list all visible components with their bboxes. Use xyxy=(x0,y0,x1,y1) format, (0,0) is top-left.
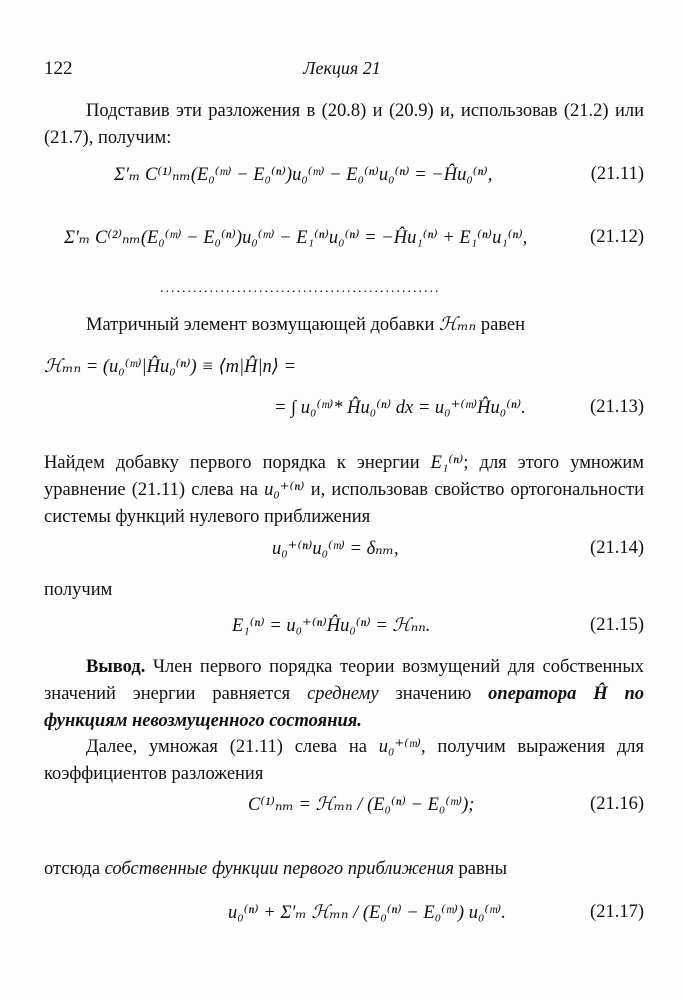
equation-21-17 xyxy=(44,902,644,942)
conclusion-text-b: значению xyxy=(395,684,472,704)
equation-21-15 xyxy=(44,615,644,655)
equation-21-11-number: (21.11) xyxy=(590,164,644,184)
equation-21-15-number: (21.15) xyxy=(590,615,644,635)
paragraph-matrix-element-tail: равен xyxy=(480,315,526,335)
paragraph-coefficients-text-b: , получим выражения для коэффициентов разложения xyxy=(44,737,645,784)
equation-21-17-number: (21.17) xyxy=(590,902,644,922)
equation-21-14 xyxy=(44,538,644,578)
equation-21-16-expression: C⁽¹⁾ₙₘ = ℋₘₙ / (E₀⁽ⁿ⁾ − E₀⁽ᵐ⁾); xyxy=(248,795,475,815)
paragraph-first-order-text-c: и, использовав свойство ортогональности системы функций нулевого приближения xyxy=(44,480,644,527)
conclusion-text-a: Член первого порядка теории возмущений для собственных значений энергии равняется xyxy=(44,657,645,704)
equation-21-16-number: (21.16) xyxy=(590,794,644,814)
paragraph-eigenfunctions-text-a: отсюда xyxy=(44,859,101,879)
conclusion-emphasis-operator: оператора Ĥ по функциям невозмущенного состояния. xyxy=(44,684,644,731)
equation-21-11 xyxy=(44,164,644,204)
equation-21-12-expression: Σ′ₘ C⁽²⁾ₙₘ(E₀⁽ᵐ⁾ − E₀⁽ⁿ⁾)u₀⁽ᵐ⁾ − E₁⁽ⁿ⁾u₀⁽ⁿ⁾ = −Ĥu₁⁽ⁿ⁾ + E₁⁽ⁿ⁾u₁⁽ⁿ⁾, xyxy=(64,228,528,248)
dotted-separator: ................................................... xyxy=(160,281,441,296)
paragraph-intro: Подставив эти разложения в (20.8) и (20.9) и, использовав (21.2) или (21.7), получим: xyxy=(44,101,644,148)
paragraph-eigenfunctions-emphasis: собственные функции первого приближения xyxy=(104,859,454,879)
equation-21-13-line2 xyxy=(44,397,644,437)
conjugate-function-symbol: u₀⁺⁽ⁿ⁾ xyxy=(264,480,305,500)
paragraph-we-get: получим xyxy=(44,580,113,600)
page-header xyxy=(44,58,640,84)
equation-21-11-expression: Σ′ₘ C⁽¹⁾ₙₘ(E₀⁽ᵐ⁾ − E₀⁽ⁿ⁾)u₀⁽ᵐ⁾ − E₀⁽ⁿ⁾u₀⁽ⁿ⁾ = −Ĥu₀⁽ⁿ⁾, xyxy=(114,165,493,185)
paragraph-eigenfunctions xyxy=(44,856,644,883)
paragraph-matrix-element-text: Матричный элемент возмущающей добавки xyxy=(86,315,435,335)
paragraph-eigenfunctions-text-b: равны xyxy=(458,859,508,879)
paragraph-first-order-text-b: ; для этого умножим уравнение (21.11) слева на xyxy=(44,453,644,500)
equation-21-12 xyxy=(44,227,644,267)
page-number: 122 xyxy=(44,58,73,79)
conjugate-function-m-symbol: u₀⁺⁽ᵐ⁾ xyxy=(378,737,421,757)
equation-21-16 xyxy=(44,794,644,834)
equation-21-13-second-line: = ∫ u₀⁽ᵐ⁾* Ĥu₀⁽ⁿ⁾ dx = u₀⁺⁽ᵐ⁾Ĥu₀⁽ⁿ⁾. xyxy=(274,398,526,418)
equation-21-13-number: (21.13) xyxy=(590,397,644,417)
paragraph-coefficients-text-a: Далее, умножая (21.11) слева на xyxy=(86,737,367,757)
paragraph-first-order-text-a: Найдем добавку первого порядка к энергии xyxy=(44,453,420,473)
equation-21-13-line1 xyxy=(44,356,644,396)
running-title: Лекция 21 xyxy=(303,58,381,78)
equation-21-14-number: (21.14) xyxy=(590,538,644,558)
equation-21-12-number: (21.12) xyxy=(590,227,644,247)
paragraph-conclusion xyxy=(44,654,644,735)
matrix-element-symbol: ℋₘₙ xyxy=(439,315,477,335)
conclusion-label: Вывод. xyxy=(86,657,146,677)
energy-correction-symbol: E₁⁽ⁿ⁾ xyxy=(430,453,464,473)
paragraph-coefficients xyxy=(44,734,644,788)
equation-21-14-expression: u₀⁺⁽ⁿ⁾u₀⁽ᵐ⁾ = δₙₘ, xyxy=(272,539,399,559)
equation-21-13-first-line: ℋₘₙ = (u₀⁽ᵐ⁾|Ĥu₀⁽ⁿ⁾) ≡ ⟨m|Ĥ|n⟩ = xyxy=(44,357,297,377)
conclusion-emphasis-mean: среднему xyxy=(307,684,379,704)
equation-21-17-expression: u₀⁽ⁿ⁾ + Σ′ₘ ℋₘₙ / (E₀⁽ⁿ⁾ − E₀⁽ᵐ⁾) u₀⁽ᵐ⁾. xyxy=(228,903,506,923)
paragraph-first-order xyxy=(44,450,644,531)
equation-21-15-expression: E₁⁽ⁿ⁾ = u₀⁺⁽ⁿ⁾Ĥu₀⁽ⁿ⁾ = ℋₙₙ. xyxy=(232,616,431,636)
paragraph-matrix-element xyxy=(44,312,644,339)
